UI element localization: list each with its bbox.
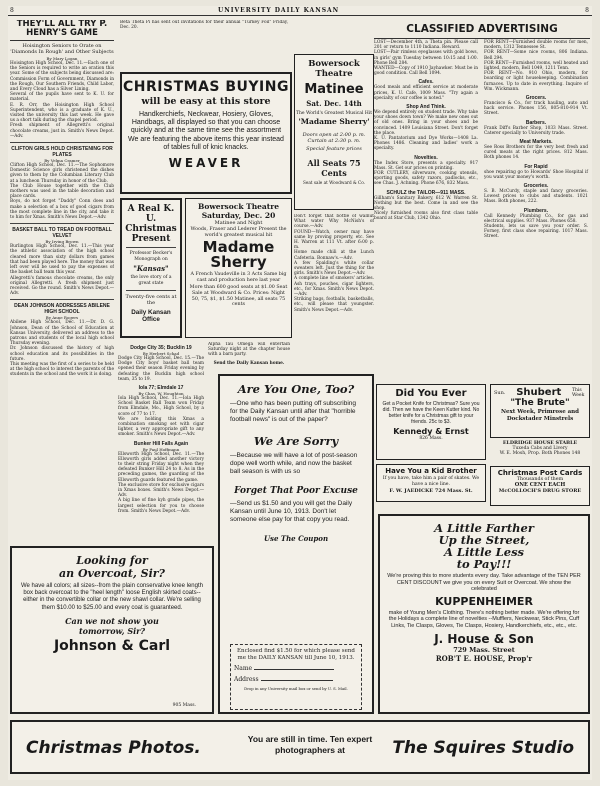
classified-item: FOR RENT—Furnished double rooms for men, modern, 1312 Tennessee St. (484, 40, 588, 51)
coupon-drop: Drop in any University mail box or send by U. S. Mail. (244, 686, 348, 691)
ad-title: Have You a Kid Brother (385, 467, 477, 475)
story-text: The exclusive store for exclusive cigars in Xmas boxes. Smith's News Depot.—Adv. (118, 482, 204, 499)
ad-title: Looking for (76, 554, 148, 567)
ad-body: Handkerchiefs, Neckwear, Hosiery, Gloves, Handbags, all displayed so that you can choose quickly and at the same time see the assortment We are featuring the above items this year instead of tables full of knic knacks. (128, 111, 284, 151)
ad-store-name: F. W. JAEDICKE 724 Mass. St. (389, 488, 473, 494)
classified-heading: Groceries. (523, 183, 549, 190)
story-text: E. R. Orr, the Hoisington High School Superintendent, who is a graduate of K. U., visited the university this last week. He gave us a short talk during the chapel period. (10, 102, 114, 124)
story-text: Beta Theta Pi has sent out invitations for their annual "Turkey Foil" Friday, Dec. 20. (120, 20, 288, 31)
ad-proprietor: ROB'T E. HOUSE, Prop'r (435, 654, 533, 663)
kid-brother-ad (376, 464, 486, 502)
classified-item: shoe repairing go to Howards' Shoe Hospital if you want your money's worth. (484, 169, 588, 180)
story-text: Several of the pupils have sent to K. U. for material. (10, 92, 114, 103)
byline: By Herbert Schad (142, 351, 180, 356)
story-text: Burlington High School, Dec. 11.—This year the athletic association of the high school cleared more than sixty dollars from games that had been played here. The money that was left over will be used to pay the expenses of the basket ball team this year. (10, 244, 114, 276)
classified-heading: For Rapid (524, 163, 548, 170)
classified-item: FOR RENT—Furnished rooms, well heated and lighted, modern, Bell 1049, 1211 Tenn. (484, 60, 588, 72)
ad-body: Get a Pocket Knife for Christmas? Sure you did. Then we have the Keen Kutter kind. No better knife for a Christmas gift to your friends. 25c to $3. (382, 401, 480, 425)
bowersock-matinee-ad (294, 54, 374, 210)
story-headline: CLIFTON GIRLS HOLD CHRISTENING FOR PLATES (11, 146, 113, 159)
kansan-subscription-ad (218, 374, 374, 714)
shubert-header (491, 385, 589, 398)
ad-title: ELDRIDGE HOUSE STABLE (502, 440, 578, 446)
ad-store-name: J. House & Son (434, 632, 534, 646)
overcoat-ad (10, 546, 214, 714)
send-home-note: Send the Daily Kansan home. (213, 360, 285, 366)
ad-title: CHRISTMAS BUYING (123, 79, 289, 95)
story-text: We are holding this Xmas a combination smoking set with cigar lighter, a very appropriate gift to any smoker. Smith's News Depot.—Adv. (118, 416, 204, 438)
page-number-left: 8 (10, 7, 15, 14)
story-text: Dr. Johnson discussed the history of high school education and its possibilities in the future. (10, 346, 114, 362)
col1-subhead: Hoisington Seniors to Orate on 'Diamonds In Rough' and Other Subjects (10, 43, 114, 55)
ad-body: make of Young Men's Clothing. There's nothing better made. We're offering for the Holidays a complete line of novelties --Mufflers, Neckwear, Stick Pins, Cuff Links, Tie Clasps, Gloves, Tie Clasps, Hosiery, Handkerchiefs, etc., etc., etc. (388, 609, 580, 629)
classified-heading: Grocers. (525, 95, 547, 102)
ad-subtitle: will be easy at this store (141, 96, 271, 107)
ad-book-title: "Kansas" (133, 264, 169, 273)
classified-item: FOR RENT—Some nice rooms, 806 Indiana. Bell 294. (484, 50, 588, 61)
ad-title: Up the Street, (438, 533, 530, 547)
ad-address: 729 Mass. Street (453, 646, 515, 654)
ad-address: W. E. Mosh, Prop. Both Phones 148 (499, 451, 581, 456)
story-text: The Club House together with the Club mothers was used in the table decoration and place cards. (10, 183, 114, 200)
ad-body: Tuxeda Cabs and Livery (512, 446, 568, 451)
classified-heading: Barbers. (525, 119, 547, 126)
classified-title: CLASSIFIED ADVERTISING (374, 23, 590, 39)
story-headline: BASKET BALL TO TREAD ON FOOTBALL VELVET (12, 227, 112, 240)
shubert-ad (490, 384, 590, 438)
ad-show: Madame Sherry (202, 238, 275, 272)
story-text: Clifton High School, Dec. 11.—The Sophomore Domestic Science girls christened the dishes given to them by the Columbian Literary Club at a luncheon Thursday in honor of the Club. (10, 163, 114, 184)
ad-sub: Thousands of them (516, 477, 564, 482)
classified-heading: SCHULZ the TAILOR—911 MASS. (386, 189, 466, 196)
story-text: Fresh shipment of Allegretti's original chocolate creams, just in. Smith's News Depot.—Adv. (10, 123, 114, 139)
ad-body: If you have, take him a pair of skates. We have a nice line. (382, 476, 480, 487)
story-text: Boys, do not forget "Daddy" Conn does and make a selection of a box of good cigars from the most complete line in the city, and take it to him for Xmas. Smith's News Depot.—Adv. (10, 199, 114, 221)
ad-body: —Send us $1.50 and you will get the Daily Kansan until June 10, 1913. Don't let someone else pay for that copy you read. (230, 500, 353, 523)
bowersock-ad (185, 198, 292, 338)
classified-item: LOST—December 4th, a Theta pin. Please call 201 or return to 1110 Indiana. Reward. (374, 40, 478, 51)
name-label: Name (234, 665, 253, 672)
ad-show: 'Madame Sherry' (298, 117, 370, 126)
christmas-buying-ad (120, 72, 292, 194)
newspaper-page (8, 6, 592, 780)
ad-price: ONE CENT EACH (514, 482, 566, 488)
ad-prices: More than 600 good seats at $1.00 Seat Sale at Woodward & Co. Prices: Night 50, 75, $1, $1.50 Matinee, all seats 75 cents (189, 285, 288, 308)
ad-address: 826 Mass. (419, 436, 443, 441)
banner-right: The Squires Studio (392, 738, 574, 758)
masthead-title: UNIVERSITY DAILY KANSAN (218, 7, 340, 14)
ad-title: A Real K. U. Christmas Present (125, 204, 177, 244)
ad-title: an Overcoat, Sir? (59, 567, 165, 580)
ad-seats: All Seats 75 Cents (307, 158, 361, 178)
ad-doors: Doors open at 2:00 p. m. Curtain at 2:30 p. m. (302, 132, 366, 144)
ad-title: A Little Less (443, 545, 525, 559)
address-label: Address (234, 676, 259, 683)
subscription-coupon[interactable] (230, 644, 362, 710)
story-text: FOUND—Watch, owner may have same by proving property, etc. See H. Warren at 111 Vt. after 6:00 p. m. (294, 229, 374, 251)
classified-item: FOR RENT—No. 910 Ohio, modern, for boarding or light housekeeping. Combination furnaces. Up to date in everything. Inquire of Wm. Wickmann. (484, 71, 588, 92)
byline: By Velma Cramer (44, 158, 80, 164)
ad-store-name: McCOLLOCH'S DRUG STORE (498, 488, 582, 494)
eldridge-ad (490, 440, 590, 464)
story-text: Home made chili at the Lunch Cafeteria. Bonnaw's.—Adv. (294, 250, 374, 261)
classified-item: Gillham's Sanitary Bakery, 612 W. Warren St. Nothing but the best. Come in and see the shop. (374, 195, 478, 212)
shubert-week: This Week (572, 387, 585, 398)
coupon-address-field[interactable] (234, 676, 358, 683)
ad-tagline: tomorrow, Sir? (78, 625, 146, 636)
column-2b-notes (208, 342, 290, 372)
ad-title: to Pay!!! (456, 557, 512, 571)
ad-body: —Because we will have a lot of post-season dope well worth while, and now the basket ball season is with us so (230, 452, 358, 475)
byline: By Mary Logan (46, 56, 78, 61)
ad-body: We're proving this to more students every day. Take advantage of the TEN PER CENT DISCOUNT we give you on every Suit or Overcoat. We show the celebrated (387, 573, 581, 592)
classified-item: S. B. McCurdy, staple and fancy groceries. Lowest prices to clubs and students. 1021 Mass. Both phones, 222. (484, 189, 588, 205)
ad-body: We have all colors; all sizes--from the plain conservative knee length box back overcoat to the "heel length" loose English skirted coats--either in the convertible collar or the new shawl collar. We're selling them $10.00 to $25.00 and every coat is guaranteed. (21, 583, 203, 611)
classified-item: Francisco & Co., for track hauling, auto and hack service. Phones 156, 805-810-914 Vt. Street. (484, 101, 588, 117)
ad-body: —One who has been putting off subscribing for the Daily Kansan until after that "horrible football news" is out of the paper? (230, 400, 356, 423)
ad-title: A Little Farther (434, 521, 534, 535)
story-text: A big line of fine kyh grade pipes, the largest selection for you to choose from. Smith's News Depot.—Adv. (118, 498, 204, 514)
column-2-top (120, 20, 288, 70)
ku-present-ad (120, 198, 182, 338)
story-text: A complete line of smokers' articles. Ash trays, pouches, cigar lighters, etc., for Xmas. Smith's News Depot.—Adv. (294, 276, 374, 298)
banner-left: Christmas Photos. (26, 738, 201, 758)
ad-title: Bowersock Theatre (198, 202, 279, 211)
ad-body: A French Vaudeville in 3 Acts Same big cast and production here last year (190, 272, 287, 283)
story-text: Ellsworth High School, Dec. 11.—The Ellsworth girls added another victory to their string Friday night when they defeated Bunker Hill 24 to 8. As in the preceding games, the guarding of the Ellsworth guards featured the game. (118, 451, 204, 483)
byline: By Anne Rogers (45, 315, 79, 321)
classified-item: Nicely furnished rooms also first class table board at Star Club, 1342 Ohio. (374, 211, 478, 222)
ad-body: Woods, Fraser and Lederer Present the world's greatest musical hit (190, 227, 287, 238)
ad-title: Bowersock Theatre (308, 59, 360, 79)
byline: By Irving Brown (45, 239, 79, 245)
ad-title: Christmas Post Cards (497, 469, 583, 477)
column-1 (10, 20, 114, 545)
ad-office: Daily Kansan Office (131, 309, 171, 323)
ad-sub: Matinee and Night (214, 220, 263, 226)
ad-price: Twenty-five cents at the (125, 294, 177, 306)
story-headline: DEAN JOHNSON ADDRESSES ABILENE HIGH SCHOOL (14, 303, 110, 316)
ad-forget: Forget That Poor Excuse (234, 486, 358, 496)
ad-special: Special feature prices (306, 146, 362, 152)
column-2-news (118, 342, 204, 537)
story-headline: Dodge City 35; Bucklin 19 (130, 345, 192, 351)
ad-coupon-label: Use The Coupon (263, 534, 329, 543)
address-line (261, 680, 333, 681)
story-text: Abilene High School, Dec. 11.—Dr. D. G. Johnson, Dean of the School of Education at Kansas University, delivered an address to the patrons and students of the local high school Thursday evening. (10, 320, 114, 347)
classified-right (484, 40, 588, 240)
squires-studio-banner (10, 720, 590, 774)
classified-item: LOST—Pair rimless eyeglasses with gold bows, in girls' gym Tuesday between 10:15 and 1:00. Phone Bell 284. (374, 50, 478, 66)
classified-item: Frank Diff's Barber Shop, 1033 Mass. Street. Caterer specially to University trade. (484, 125, 588, 136)
story-text: This meeting was the first of a series to be held at the high school to interest the parents of the students in the school and the work it is doing. (10, 361, 114, 378)
ad-title: Are You One, Too? (237, 382, 355, 396)
ad-body: the love story of a great state (130, 275, 172, 286)
classified-heading: Shop And Think. (406, 104, 446, 111)
page-number-right: 8 (585, 7, 590, 14)
coupon-body: Enclosed find $1.50 for which please send me the DAILY KANSAN till June 10, 1913. (237, 648, 355, 661)
classified-item: FOR CUTLERY, silverware, cooking utensils, sporting goods, safety razors, padlocks, etc., see Chas. J. Achning. Phone 676, 832 Mass. (374, 171, 478, 187)
story-headline: Iola 77; Elmdale 17 (138, 385, 184, 392)
story-text: A few Spalding's white collar sweaters left. Just the thing for the girls. Smith's News Depot.—Adv. (294, 260, 374, 277)
col1-headline: THEY'LL ALL TRY P. HENRY'S GAME (10, 20, 114, 41)
ad-title: Did You Ever (395, 388, 467, 399)
story-headline: Bunker Hill Falls Again (133, 440, 189, 447)
ad-address: 905 Mass. (172, 703, 196, 708)
ad-sorry: We Are Sorry (253, 434, 339, 448)
ad-store-name: WEAVER (168, 156, 244, 171)
shubert-sub: Next Week, Primrose and Dockstader Minstrels (500, 409, 580, 422)
ad-tagline: Can we not show you (65, 615, 159, 626)
pocket-knife-ad (376, 384, 486, 460)
ad-brand: KUPPENHEIMER (435, 594, 533, 608)
classified-section (374, 20, 590, 370)
name-line (254, 669, 334, 670)
shubert-show: "The Brute" (510, 398, 570, 408)
story-text: Allegretti's famous chocolate creams, the only original Allegretti. A fresh shipment just received. Go the round. Smith's News Depot.—Adv. (10, 275, 114, 297)
classified-item: Students, lets us save you your order. S. Forney, first class shoe repairing. 1017 Mass. Street. (484, 224, 588, 240)
story-text: Hoisington High School, Dec. 11.—Each one of the Seniors is required to write an oration this year. Some of the subjects being discussed are: Commission Form of Government, Diamonds in the Rough, Our Southern Friends, Child Labor, and Every Cloud has a Silver Lining. (10, 61, 114, 93)
story-text: Alpha Tau Omega will entertain Saturday night at the chapter house with a barn party. (208, 342, 290, 358)
classified-heading: Plumbers. (523, 207, 549, 214)
ad-matinee: Matinee (304, 82, 364, 97)
banner-mid: You are still in time. Ten expert photographers at (247, 734, 373, 755)
classified-heading: Meat Markets. (519, 139, 553, 146)
classified-left (374, 40, 478, 222)
ad-date: Saturday, Dec. 20 (201, 211, 276, 220)
classified-heading: Novelties. (414, 154, 438, 161)
ad-body: Professor Becker's Monograph on (129, 251, 173, 262)
ad-sale: Seat sale at Woodward & Co. (302, 180, 366, 185)
classified-item: See Ross Brothers for the very best fresh and cured meats at the right prices. 812 Mass. Both phones 14. (484, 145, 588, 161)
classified-item: Good meals and efficient service at moderate prices, K. U. Cafe, 1009 Mass. "Try again a specialty of our coffee is noted." (374, 85, 478, 101)
ad-date: Sat. Dec. 14th (306, 99, 362, 108)
classified-item: We depend entirely on student trade. Why take your shoes down town? We make new ones out of old ones. Bring in your shoes and be convinced. 1409 Louisiana Street. Don't forget the place. (374, 110, 478, 136)
ad-intro: The World's Greatest Musical Hit (295, 111, 373, 116)
classified-heading: Cafes. (418, 79, 434, 86)
byline: By Chas. W. Houghton (138, 391, 184, 397)
post-cards-ad (490, 466, 590, 506)
classified-item: WANTED—Copy of 1910 Jayhawker. Must be in good condition. Call Bell 1094. (374, 66, 478, 77)
house-and-son-ad (378, 514, 590, 714)
classified-item: Call Kennedy Plumbing Co., for gas and electrical supplies. 937 Mass. Phones 658. (484, 213, 588, 224)
classified-item: K. U. Pantatorium and Dye Works—1408 La. Phones 1486. Cleaning and ladies' work a specialty. (374, 136, 478, 152)
ad-store-name: Johnson & Carl (53, 637, 171, 654)
story-text: Striking bags, footballs, basketballs, etc., will please that youngster. Smith's News Depot.—Adv. (294, 297, 374, 313)
column-3-notes (294, 214, 374, 364)
shubert-name: Shubert (516, 387, 562, 398)
masthead (8, 6, 592, 16)
byline: By Paul Hoffmann (142, 446, 180, 452)
shubert-day: Sun. (494, 389, 506, 396)
story-text: Don't forget that bottle of walnut What water Why McNish's of course.—Adv. (294, 214, 374, 230)
story-text: Dodge City High School, Dec. 15.—The Dodge City boys' basket ball team opened their season Friday evening by defeating the Bucklin high school team, 35 to 19. (118, 356, 204, 382)
ad-store-name: Kennedy & Ernst (393, 427, 469, 436)
classified-item: The Index Store, presents a specialty. 917 Mass. St. Get our prices on printing. (374, 160, 478, 171)
coupon-name-field[interactable] (234, 665, 358, 672)
story-text: Iola High School, Dec. 11.—Iola High School Basket Ball Team won Friday from Elmdale, Mo., High School, by a score of 77 to 17. (118, 396, 204, 417)
